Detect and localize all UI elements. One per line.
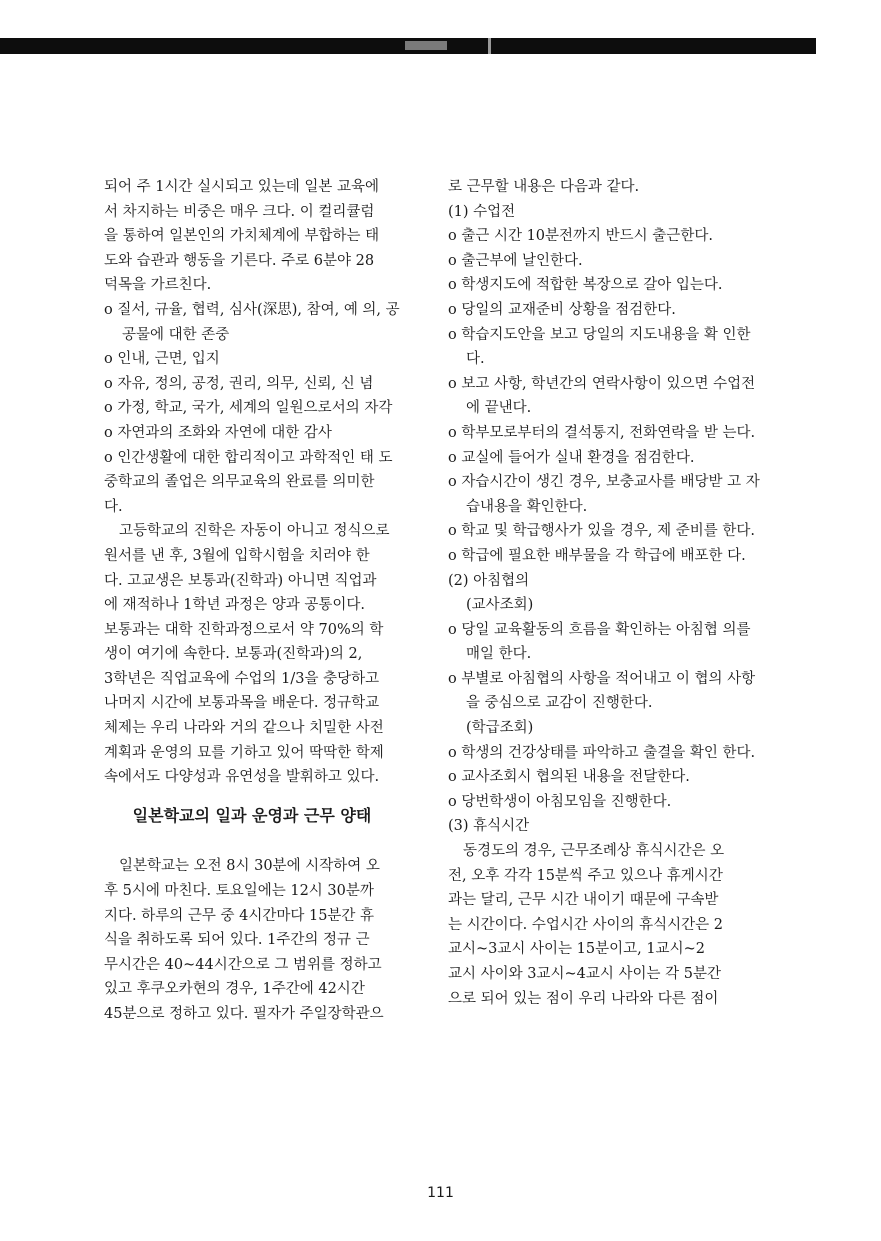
high-school-line: 보통과는 대학 진학과정으로서 약 70%의 학 xyxy=(104,621,384,638)
right-intro: 로 근무할 내용은 다음과 같다. xyxy=(448,179,640,195)
high-school-line: 속에서도 다양성과 유연성을 발휘하고 있다. xyxy=(104,769,380,786)
high-school-line: 체제는 우리 나라와 거의 같으나 치밀한 사전 xyxy=(104,720,384,737)
rest-line: 전, 오후 각각 15분씩 주고 있으나 휴게시간 xyxy=(448,867,723,884)
duty-item: o 당번학생이 아침모임을 진행한다. xyxy=(448,793,672,810)
intro-line: 서 차지하는 비중은 매우 크다. 이 컬리큘럼 xyxy=(104,203,375,220)
schedule-line: 일본학교는 오전 8시 30분에 시작하여 오 xyxy=(119,858,380,875)
intro-line: 을 통하여 일본인의 가치체계에 부합하는 태 xyxy=(104,228,380,245)
duty-item: o 출근부에 날인한다. xyxy=(448,252,583,269)
duty-item: o 출근 시간 10분전까지 반드시 출근한다. xyxy=(448,228,713,245)
subsection-heading: (3) 휴식시간 xyxy=(448,818,530,835)
duty-item: o 자습시간이 생긴 경우, 보충교사를 배당받 고 자습내용을 확인한다. xyxy=(448,474,760,515)
virtue-item: o 자유, 정의, 공정, 권리, 의무, 신뢰, 신 념 xyxy=(104,375,374,392)
schedule-line: 있고 후쿠오카현의 경우, 1주간에 42시간 xyxy=(104,981,365,998)
meeting-label: (교사조회) xyxy=(466,597,534,614)
duty-item: o 보고 사항, 학년간의 연락사항이 있으면 수업전에 끝낸다. xyxy=(448,375,756,417)
right-column xyxy=(448,175,760,1011)
high-school-line: 다. 고교생은 보통과(진학과) 아니면 직업과 xyxy=(104,572,377,589)
middle-school-line: 다. xyxy=(104,498,123,515)
high-school-line: 생이 여기에 속한다. 보통과(진학과)의 2, xyxy=(104,646,363,663)
rest-line: 교시~3교시 사이는 15분이고, 1교시~2 xyxy=(448,941,705,958)
header-bar xyxy=(0,38,816,54)
virtue-item: o 가정, 학교, 국가, 세계의 일원으로서의 자각 xyxy=(104,400,393,417)
subsection-heading: (1) 수업전 xyxy=(448,203,516,220)
virtue-item: o 질서, 규율, 협력, 심사(深思), 참여, 예 의, 공공물에 대한 존중 xyxy=(104,301,400,343)
schedule-line: 무시간은 40~44시간으로 그 범위를 정하고 xyxy=(104,956,382,973)
duty-item: o 부별로 아침협의 사항을 적어내고 이 협의 사항을 중심으로 교감이 진행한다. xyxy=(448,670,756,712)
high-school-line: 원서를 낸 후, 3월에 입학시험을 치러야 한 xyxy=(104,547,370,564)
duty-item: o 학습지도안을 보고 당일의 지도내용을 확 인한다. xyxy=(448,326,751,368)
duty-item: o 학생의 건강상태를 파악하고 출결을 확인 한다. xyxy=(448,744,756,761)
high-school-line: 나머지 시간에 보통과목을 배운다. 정규학교 xyxy=(104,695,380,712)
intro-line: 되어 주 1시간 실시되고 있는데 일본 교육에 xyxy=(104,179,379,195)
duty-item: o 교사조회시 협의된 내용을 전달한다. xyxy=(448,769,690,786)
header-divider xyxy=(488,38,491,54)
virtue-item: o 자연과의 조화와 자연에 대한 감사 xyxy=(104,424,332,441)
header-ornament xyxy=(405,41,447,50)
duty-item: o 당일의 교재준비 상황을 점검한다. xyxy=(448,301,676,318)
middle-school-line: 중학교의 졸업은 의무교육의 완료를 의미한 xyxy=(104,474,375,491)
duty-item: o 학교 및 학급행사가 있을 경우, 제 준비를 한다. xyxy=(448,523,755,540)
duty-item: o 학생지도에 적합한 복장으로 갈아 입는다. xyxy=(448,277,723,294)
duty-item: o 당일 교육활동의 흐름을 확인하는 아침협 의를 매일 한다. xyxy=(448,621,751,663)
high-school-line: 계획과 운영의 묘를 기하고 있어 딱딱한 학제 xyxy=(104,744,384,761)
intro-line: 도와 습관과 행동을 기른다. 주로 6분야 28 xyxy=(104,252,375,269)
meeting-label: (학급조회) xyxy=(466,720,534,737)
high-school-line: 3학년은 직업교육에 수업의 1/3을 충당하고 xyxy=(104,670,380,687)
rest-line: 으로 되어 있는 점이 우리 나라와 다른 점이 xyxy=(448,990,719,1007)
schedule-line: 45분으로 정하고 있다. 필자가 주일장학관으 xyxy=(104,1006,384,1022)
intro-line: 덕목을 가르친다. xyxy=(104,277,212,294)
duty-item: o 학부모로부터의 결석통지, 전화연락을 받 는다. xyxy=(448,424,756,441)
high-school-line: 에 재적하나 1학년 과정은 양과 공통이다. xyxy=(104,597,365,614)
schedule-line: 지다. 하루의 근무 중 4시간마다 15분간 휴 xyxy=(104,907,375,924)
high-school-line: 고등학교의 진학은 자동이 아니고 정식으로 xyxy=(119,523,390,540)
rest-line: 는 시간이다. 수업시간 사이의 휴식시간은 2 xyxy=(448,916,723,933)
virtue-item: o 인간생활에 대한 합리적이고 과학적인 태 도 xyxy=(104,449,393,466)
rest-line: 동경도의 경우, 근무조례상 휴식시간은 오 xyxy=(463,843,725,860)
rest-line: 과는 달리, 근무 시간 내이기 때문에 구속받 xyxy=(448,892,719,909)
schedule-line: 식을 취하도록 되어 있다. 1주간의 정규 근 xyxy=(104,932,370,949)
schedule-line: 후 5시에 마친다. 토요일에는 12시 30분까 xyxy=(104,883,374,900)
section-title: 일본학교의 일과 운영과 근무 양태 xyxy=(132,805,372,825)
rest-line: 교시 사이와 3교시~4교시 사이는 각 5분간 xyxy=(448,966,721,982)
left-column xyxy=(104,175,400,1027)
duty-item: o 교실에 들어가 실내 환경을 점검한다. xyxy=(448,449,695,466)
duty-item: o 학급에 필요한 배부물을 각 학급에 배포한 다. xyxy=(448,547,746,564)
subsection-heading: (2) 아침협의 xyxy=(448,572,530,589)
page-number: 111 xyxy=(427,1185,454,1201)
virtue-item: o 인내, 근면, 입지 xyxy=(104,351,220,368)
